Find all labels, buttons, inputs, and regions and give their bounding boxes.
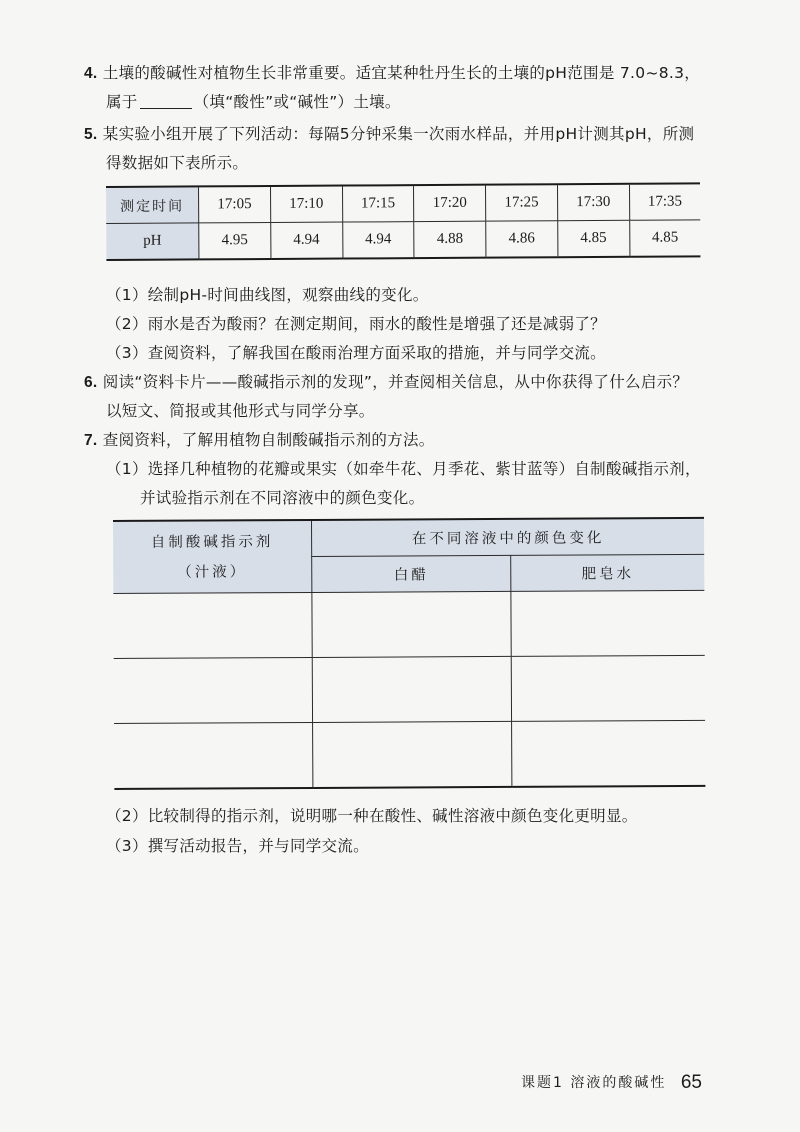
indicator-header-row bbox=[113, 518, 704, 558]
q4-number: 4. bbox=[84, 65, 98, 82]
q7-sub-3: （3）撰写活动报告，并与同学交流。 bbox=[106, 837, 369, 855]
indicator-column-header bbox=[113, 520, 312, 594]
q7-sub-1-line-1: （1）选择几种植物的花瓣或果实（如牵牛花、月季花、紫甘蓝等）自制酸碱指示剂， bbox=[106, 460, 701, 478]
ph-cell: 4.94 bbox=[270, 222, 342, 259]
q4-text-2-pre: 属于 bbox=[106, 93, 138, 111]
q5-text-2: 得数据如下表所示。 bbox=[106, 154, 249, 172]
q7-text-1: 查阅资料，了解用植物自制酸碱指示剂的方法。 bbox=[102, 431, 435, 449]
ph-cell: 4.85 bbox=[629, 220, 700, 257]
lesson-title: 溶液的酸碱性 bbox=[570, 1075, 667, 1091]
q6-number: 6. bbox=[84, 374, 98, 391]
time-row-header: 测定时间 bbox=[106, 186, 199, 223]
ph-cell: 4.86 bbox=[486, 221, 558, 258]
soap-color-cell[interactable] bbox=[512, 720, 706, 787]
time-row bbox=[106, 183, 700, 223]
vinegar-color-cell[interactable] bbox=[313, 721, 512, 788]
indicator-cell[interactable] bbox=[114, 722, 313, 789]
q6-line-2: 以短文、简报或其他形式与同学分享。 bbox=[106, 402, 375, 420]
q5-number: 5. bbox=[84, 126, 98, 143]
indicator-table bbox=[113, 517, 705, 790]
page-footer bbox=[521, 1072, 702, 1094]
time-cell: 17:35 bbox=[629, 183, 700, 220]
indicator-table-row bbox=[114, 720, 705, 789]
white-vinegar-header: 白醋 bbox=[312, 555, 511, 592]
q7-line-1 bbox=[84, 430, 435, 451]
q5-sub-2: （2）雨水是否为酸雨？在测定期间，雨水的酸性是增强了还是减弱了？ bbox=[106, 315, 606, 333]
q4-text-1: 土壤的酸碱性对植物生长非常重要。适宜某种牡丹生长的土壤的pH范围是 7.0~8.3， bbox=[102, 64, 701, 82]
q4-text-2-post: （填“酸性”或“碱性”）土壤。 bbox=[193, 93, 401, 111]
time-cell: 17:10 bbox=[270, 186, 342, 223]
ph-row-header: pH bbox=[106, 223, 199, 260]
ph-cell: 4.94 bbox=[342, 222, 414, 259]
ph-cell: 4.88 bbox=[414, 221, 486, 258]
q7-sub-2: （2）比较制得的指示剂，说明哪一种在酸性、碱性溶液中颜色变化更明显。 bbox=[106, 807, 638, 825]
time-cell: 17:30 bbox=[557, 184, 629, 221]
ph-cell: 4.85 bbox=[558, 220, 630, 257]
indicator-table-row bbox=[113, 590, 704, 658]
color-change-header: 在不同溶液中的颜色变化 bbox=[312, 518, 705, 557]
q6-line-1 bbox=[84, 372, 688, 393]
ph-data-table bbox=[106, 182, 700, 261]
q5-sub-3: （3）查阅资料，了解我国在酸雨治理方面采取的措施，并与同学交流。 bbox=[106, 344, 606, 362]
q5-text-1: 某实验小组开展了下列活动：每隔5分钟采集一次雨水样品，并用pH计测其pH，所测 bbox=[102, 125, 695, 143]
soap-color-cell[interactable] bbox=[511, 655, 705, 721]
page-number: 65 bbox=[680, 1072, 702, 1093]
ph-cell: 4.95 bbox=[199, 222, 271, 259]
time-cell: 17:05 bbox=[199, 186, 271, 223]
q4-line-1 bbox=[84, 63, 700, 84]
time-cell: 17:25 bbox=[486, 184, 558, 221]
indicator-header-line-2: （汁液） bbox=[177, 563, 248, 581]
q7-sub-1-line-2: 并试验指示剂在不同溶液中的颜色变化。 bbox=[140, 489, 425, 507]
soapy-water-header: 肥皂水 bbox=[511, 554, 705, 591]
indicator-cell[interactable] bbox=[114, 657, 313, 723]
q5-sub-1: （1）绘制pH-时间曲线图，观察曲线的变化。 bbox=[106, 286, 429, 304]
q7-number: 7. bbox=[84, 432, 98, 449]
time-cell: 17:15 bbox=[342, 185, 414, 222]
lesson-label: 课题1 bbox=[521, 1075, 564, 1091]
ph-row bbox=[106, 220, 700, 260]
q6-text-1: 阅读“资料卡片——酸碱指示剂的发现”，并查阅相关信息，从中你获得了什么启示？ bbox=[102, 373, 689, 391]
q5-line-2 bbox=[106, 153, 248, 173]
vinegar-color-cell[interactable] bbox=[312, 591, 511, 657]
q5-line-1 bbox=[84, 124, 694, 145]
q4-line-2 bbox=[106, 92, 401, 112]
indicator-header-line-1: 自制酸碱指示剂 bbox=[150, 533, 274, 551]
indicator-cell[interactable] bbox=[113, 592, 312, 658]
soap-color-cell[interactable] bbox=[511, 590, 705, 656]
vinegar-color-cell[interactable] bbox=[312, 656, 511, 722]
time-cell: 17:20 bbox=[414, 185, 486, 222]
answer-blank[interactable] bbox=[140, 94, 192, 109]
indicator-table-row bbox=[114, 655, 705, 723]
